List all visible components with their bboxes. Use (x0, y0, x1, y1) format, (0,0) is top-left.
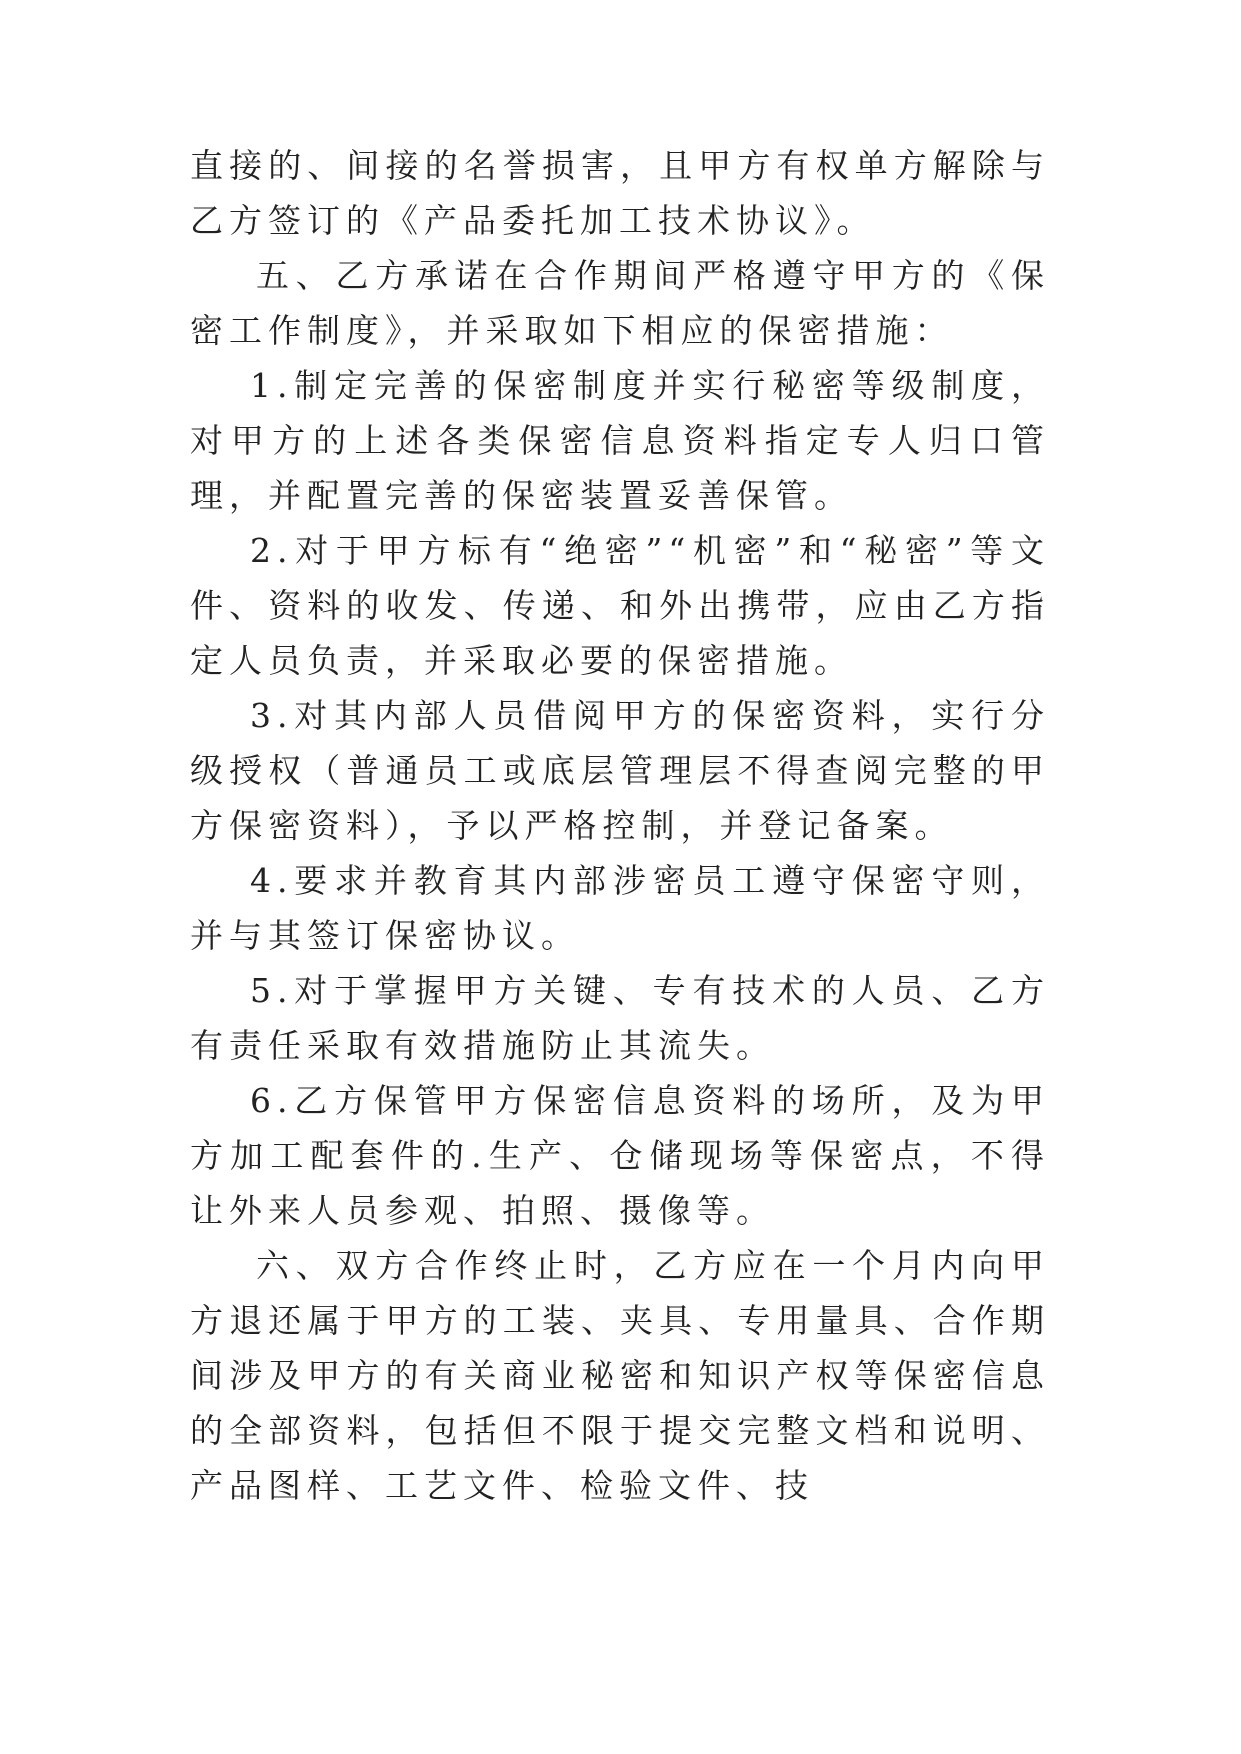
paragraph-item-1: 1.制定完善的保密制度并实行秘密等级制度，对甲方的上述各类保密信息资料指定专人归口管理，并配置完善的保密装置妥善保管。 (190, 366, 1050, 515)
paragraph-item-6: 6.乙方保管甲方保密信息资料的场所，及为甲方加工配套件的.生产、仓储现场等保密点，不得让外来人员参观、拍照、摄像等。 (190, 1081, 1050, 1230)
paragraph-clause-five: 五、乙方承诺在合作期间严格遵守甲方的《保密工作制度》，并采取如下相应的保密措施： (190, 256, 1050, 350)
paragraph-item-5: 5.对于掌握甲方关键、专有技术的人员、乙方有责任采取有效措施防止其流失。 (190, 971, 1050, 1065)
paragraph-clause-six: 六、双方合作终止时，乙方应在一个月内向甲方退还属于甲方的工装、夹具、专用量具、合作期间涉及甲方的有关商业秘密和知识产权等保密信息的全部资料，包括但不限于提交完整文档和说明、产品图样、工艺文件、检验文件、技 (190, 1246, 1050, 1505)
paragraph-item-4: 4.要求并教育其内部涉密员工遵守保密守则，并与其签订保密协议。 (190, 861, 1050, 955)
paragraph-continuation: 直接的、间接的名誉损害，且甲方有权单方解除与乙方签订的《产品委托加工技术协议》。 (190, 146, 1050, 240)
document-body (190, 138, 1050, 1513)
paragraph-item-2: 2.对于甲方标有“绝密”“机密”和“秘密”等文件、资料的收发、传递、和外出携带，应由乙方指定人员负责，并采取必要的保密措施。 (190, 531, 1050, 680)
paragraph-item-3: 3.对其内部人员借阅甲方的保密资料，实行分级授权（普通员工或底层管理层不得查阅完整的甲方保密资料），予以严格控制，并登记备案。 (190, 696, 1050, 845)
